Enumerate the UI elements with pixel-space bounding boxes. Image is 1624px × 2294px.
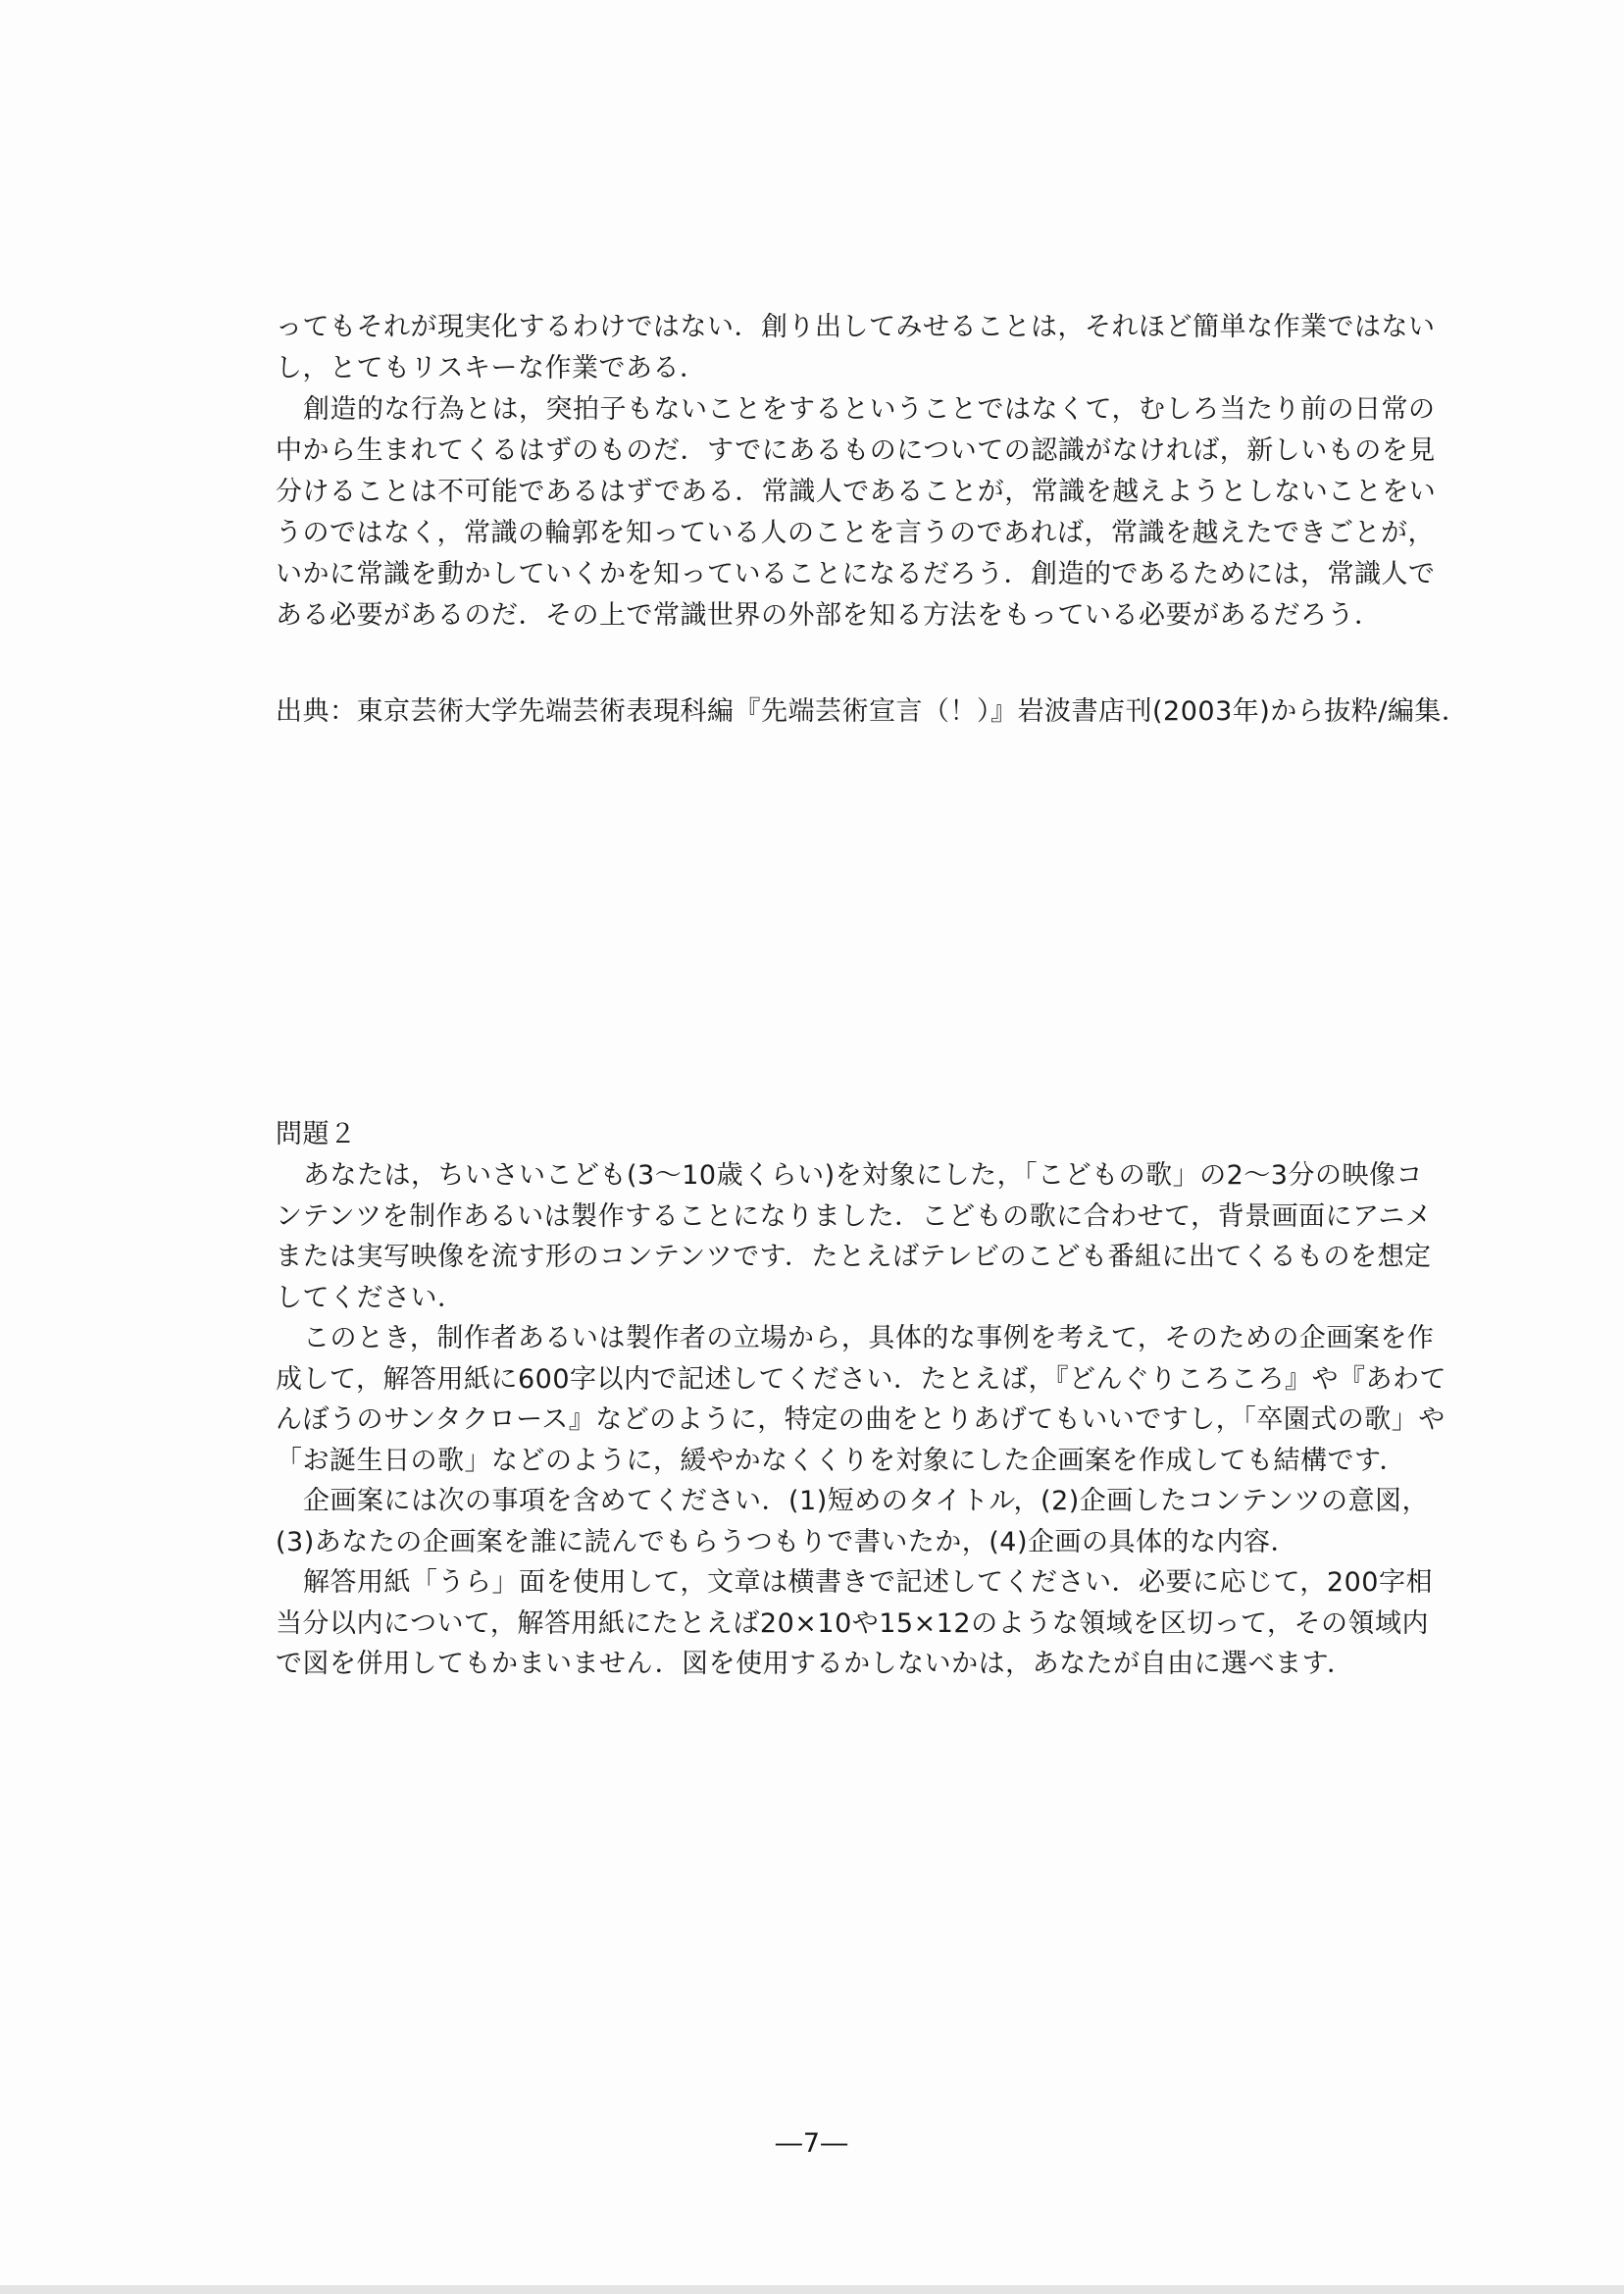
passage-line: 分けることは不可能であるはずである．常識人であることが，常識を越えようとしないことをい [276,477,1437,507]
passage-line: ってもそれが現実化するわけではない．創り出してみせることは，それほど簡単な作業ではない [276,312,1436,342]
passage-line: うのではなく，常識の輪郭を知っている人のことを言うのであれば，常識を越えたできごとが， [276,518,1435,548]
problem-line: 解答用紙「うら」面を使用して，文章は横書きで記述してください．必要に応じて，200字相 [303,1567,1433,1598]
problem-line: で図を併用してもかまいません．図を使用するかしないかは，あなたが自由に選べます． [276,1649,1354,1679]
problem-line: 当分以内について，解答用紙にたとえば20×10や15×12のような領域を区切って，その領域内 [276,1607,1430,1639]
problem-line: または実写映像を流す形のコンテンツです．たとえばテレビのこども番組に出てくるものを想定 [276,1242,1432,1272]
scan-edge [0,2285,1624,2294]
passage-line: いかに常識を動かしていくかを知っていることになるだろう．創造的であるためには，常識人で [276,559,1436,589]
passage-line: ある必要があるのだ．その上で常識世界の外部を知る方法をもっている必要があるだろう． [276,600,1382,631]
problem-line: (3)あなたの企画案を誰に読んでもらうつもりで書いたか，(4)企画の具体的な内容． [276,1526,1297,1557]
problem-line: 成して，解答用紙に600字以内で記述してください．たとえば，『どんぐりころころ』や『あわて [276,1363,1446,1395]
problem-body [276,1155,1446,1685]
problem-line: ンテンツを制作あるいは製作することになりました．こどもの歌に合わせて，背景画面にアニメ [276,1200,1433,1232]
passage-line: し，とてもリスキーな作業である． [276,353,707,383]
problem-line: 企画案には次の事項を含めてください．(1)短めのタイトル，(2)企画したコンテンツの意図， [303,1486,1429,1516]
passage-line: 中から生まれてくるはずのものだ．すでにあるものについての認識がなければ，新しいものを見 [276,435,1436,466]
problem-2-section [276,1114,1446,1685]
page-number: ―7― [775,2128,849,2159]
problem-line: してください． [276,1282,465,1313]
upper-passage [276,307,1437,637]
problem-line: このとき，制作者あるいは製作者の立場から，具体的な事例を考えて，そのための企画案を作 [303,1323,1435,1353]
source-citation [276,691,1469,733]
problem-heading: 問題２ [276,1119,357,1149]
passage-line: 創造的な行為とは，突拍子もないことをするということではなくて，むしろ当たり前の日常の [303,394,1436,425]
problem-line: 「お誕生日の歌」などのように，緩やかなくくりを対象にした企画案を作成しても結構です． [276,1445,1406,1476]
problem-line: んぼうのサンタクロース』などのように，特定の曲をとりあげてもいいですし，「卒園式の歌」や [276,1404,1446,1435]
source-note: 出典：東京芸術大学先端芸術表現科編『先端芸術宣言（！）』岩波書店刊(2003年)から抜粋/編集． [276,696,1469,727]
problem-line: あなたは，ちいさいこども(3～10歳くらい)を対象にした，「こどもの歌」の2～3分の映像コ [303,1160,1423,1191]
